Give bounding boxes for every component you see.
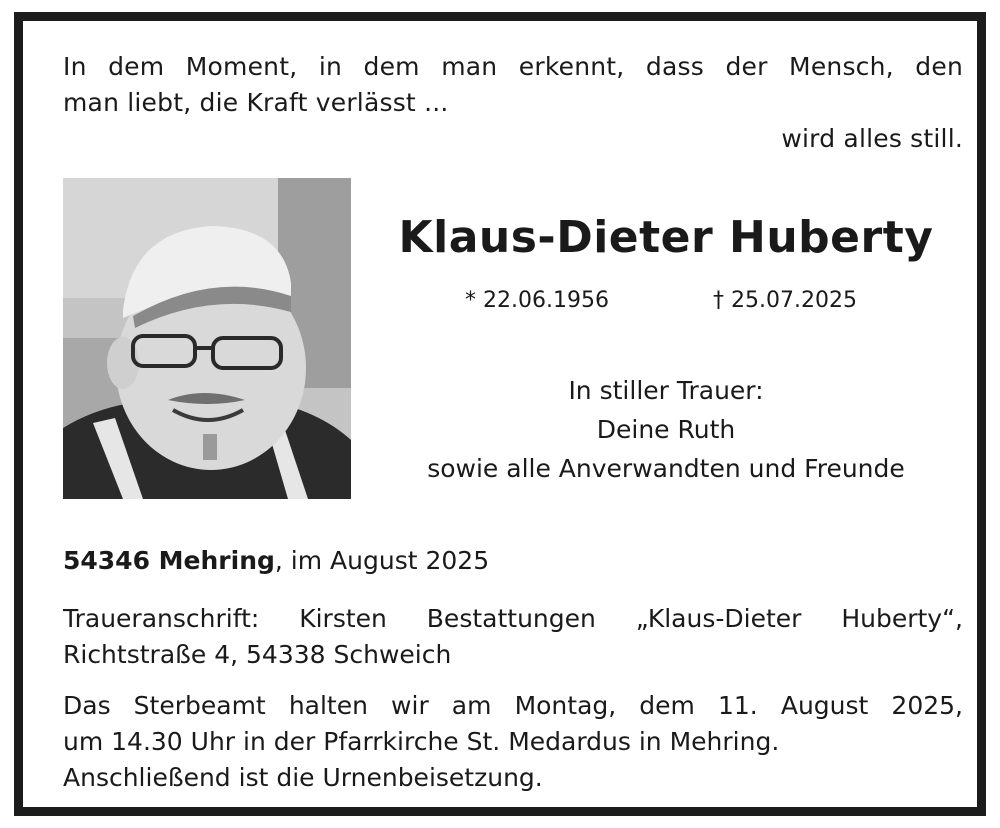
place-date: , im August 2025 [274, 546, 490, 575]
birth-date: * 22.06.1956 [465, 288, 609, 313]
service-line-2: um 14.30 Uhr in der Pfarrkirche St. Medardus in Mehring. [63, 727, 780, 756]
life-dates [353, 288, 979, 318]
service-details [63, 688, 963, 796]
death-date: † 25.07.2025 [713, 288, 857, 313]
place-location: 54346 Mehring [63, 546, 275, 575]
verse-quote [63, 49, 963, 157]
mourners-family: sowie alle Anverwandten und Freunde [427, 454, 905, 483]
address-line-2: Richtstraße 4, 54338 Schweich [63, 640, 452, 669]
verse-line-2: man liebt, die Kraft verlässt ... [63, 88, 449, 117]
verse-line-1: In dem Moment, in dem man erkennt, dass der Mensch, den [63, 52, 963, 81]
place-and-date [63, 543, 489, 579]
service-line-3: Anschließend ist die Urnenbeisetzung. [63, 763, 543, 792]
condolence-address [63, 601, 963, 673]
deceased-name: Klaus-Dieter Huberty [398, 212, 934, 263]
obituary-notice [14, 12, 986, 816]
mourners-spouse: Deine Ruth [596, 415, 736, 444]
mourners-heading: In stiller Trauer: [568, 376, 764, 405]
service-line-1: Das Sterbeamt halten wir am Montag, dem 11. August 2025, [63, 691, 963, 720]
mourners-block [353, 371, 979, 488]
portrait-illustration [63, 178, 351, 499]
address-line-1: Traueranschrift: Kirsten Bestattungen „Klaus-Dieter Huberty“, [63, 604, 963, 633]
verse-line-3: wird alles still. [781, 124, 963, 153]
portrait-photo [63, 178, 351, 499]
